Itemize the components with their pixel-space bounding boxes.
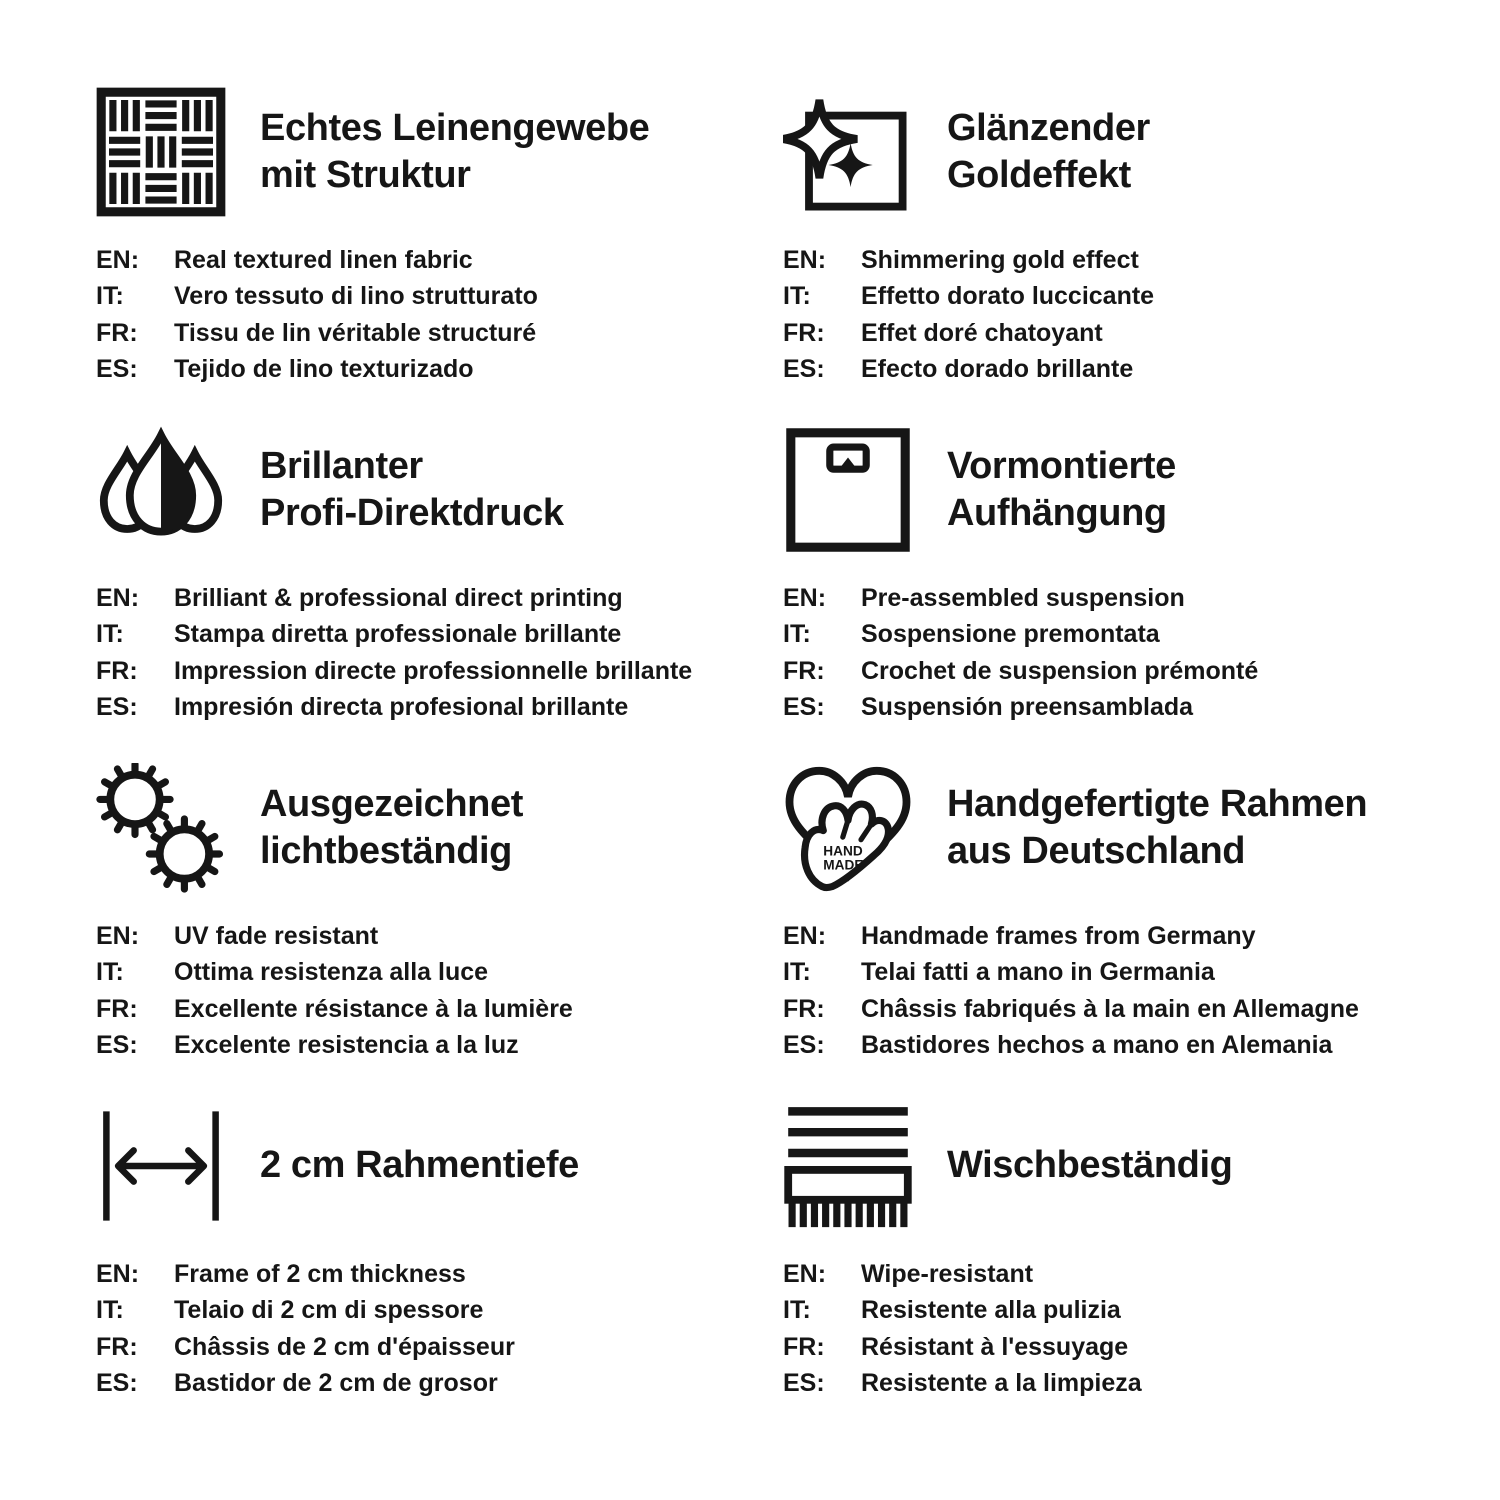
translation-text: Pre-assembled suspension bbox=[861, 584, 1185, 612]
translation-list bbox=[783, 1259, 1422, 1399]
section-title: Brillanter Profi-Direktdruck bbox=[260, 444, 564, 534]
translation-row bbox=[783, 1332, 1422, 1363]
uv-gears-icon bbox=[96, 763, 226, 893]
language-label: FR: bbox=[783, 656, 825, 685]
feature-section-direct-printing bbox=[96, 424, 735, 762]
translation-row bbox=[783, 656, 1422, 687]
translation-text: Shimmering gold effect bbox=[861, 246, 1139, 274]
section-header bbox=[783, 1100, 1422, 1232]
translation-text: Ottima resistenza alla luce bbox=[174, 958, 489, 987]
language-label: EN: bbox=[96, 1260, 140, 1288]
translation-text: Tejido de lino texturizado bbox=[174, 354, 474, 383]
translation-row bbox=[783, 1368, 1422, 1399]
translation-list bbox=[783, 921, 1422, 1061]
translation-text: Frame of 2 cm thickness bbox=[174, 1260, 466, 1288]
translation-row bbox=[783, 994, 1422, 1025]
language-label: FR: bbox=[783, 994, 825, 1023]
language-label: EN: bbox=[96, 246, 140, 274]
language-label: IT: bbox=[96, 282, 124, 311]
language-label: ES: bbox=[96, 692, 138, 721]
translation-text: Effetto dorato luccicante bbox=[861, 282, 1155, 311]
language-label: FR: bbox=[96, 318, 138, 347]
translation-row bbox=[783, 245, 1422, 276]
translation-row bbox=[96, 583, 735, 614]
translation-row bbox=[96, 318, 735, 349]
section-title: Ausgezeichnet lichtbeständig bbox=[260, 782, 523, 872]
translation-row bbox=[783, 692, 1422, 723]
section-header bbox=[783, 762, 1422, 894]
language-label: IT: bbox=[783, 620, 811, 649]
translation-row bbox=[783, 583, 1422, 614]
language-label: IT: bbox=[783, 1296, 811, 1325]
translation-row bbox=[783, 1030, 1422, 1061]
translation-row bbox=[96, 692, 735, 723]
language-label: ES: bbox=[96, 1368, 138, 1397]
section-title: Glänzender Goldeffekt bbox=[947, 106, 1150, 196]
feature-section-wipe-resistant bbox=[783, 1100, 1422, 1438]
language-label: FR: bbox=[783, 318, 825, 347]
language-label: EN: bbox=[96, 584, 140, 612]
translation-text: UV fade resistant bbox=[174, 922, 379, 950]
section-header bbox=[96, 424, 735, 556]
translation-text: Telai fatti a mano in Germania bbox=[861, 958, 1215, 987]
language-label: EN: bbox=[96, 922, 140, 950]
translation-text: Efecto dorado brillante bbox=[861, 354, 1134, 383]
translation-list bbox=[96, 1259, 735, 1399]
language-label: FR: bbox=[96, 1332, 138, 1361]
section-title: Echtes Leinengewebe mit Struktur bbox=[260, 106, 650, 196]
section-header bbox=[96, 762, 735, 894]
language-label: IT: bbox=[96, 620, 124, 649]
translation-row bbox=[96, 245, 735, 276]
translation-text: Châssis fabriqués à la main en Allemagne bbox=[861, 994, 1359, 1023]
translation-row bbox=[96, 354, 735, 385]
translation-row bbox=[96, 619, 735, 650]
translation-list bbox=[96, 245, 735, 385]
translation-row bbox=[96, 921, 735, 952]
feature-section-lightfast bbox=[96, 762, 735, 1100]
language-label: FR: bbox=[96, 656, 138, 685]
translation-text: Real textured linen fabric bbox=[174, 246, 473, 274]
language-label: EN: bbox=[783, 922, 827, 950]
language-label: ES: bbox=[783, 692, 825, 721]
language-label: ES: bbox=[96, 1030, 138, 1059]
translation-text: Sospensione premontata bbox=[861, 620, 1160, 649]
translation-text: Telaio di 2 cm di spessore bbox=[174, 1296, 484, 1325]
translation-row bbox=[783, 281, 1422, 312]
translation-text: Bastidores hechos a mano en Alemania bbox=[861, 1030, 1333, 1059]
translation-row bbox=[783, 921, 1422, 952]
translation-text: Bastidor de 2 cm de grosor bbox=[174, 1368, 498, 1397]
translation-row bbox=[96, 656, 735, 687]
section-title: Handgefertigte Rahmen aus Deutschland bbox=[947, 782, 1368, 872]
translation-list bbox=[96, 921, 735, 1061]
section-title: Vormontierte Aufhängung bbox=[947, 444, 1176, 534]
translation-row bbox=[783, 957, 1422, 988]
translation-text: Suspensión preensamblada bbox=[861, 692, 1194, 721]
translation-row bbox=[96, 1332, 735, 1363]
translation-text: Vero tessuto di lino strutturato bbox=[174, 282, 538, 311]
translation-text: Tissu de lin véritable structuré bbox=[174, 318, 537, 347]
language-label: IT: bbox=[783, 958, 811, 987]
frame-depth-icon bbox=[96, 1101, 226, 1231]
language-label: ES: bbox=[783, 1368, 825, 1397]
ink-drops-icon bbox=[96, 425, 226, 555]
translation-text: Wipe-resistant bbox=[861, 1260, 1034, 1288]
language-label: ES: bbox=[783, 354, 825, 383]
section-header bbox=[96, 1100, 735, 1232]
translation-text: Impression directe professionnelle brillante bbox=[174, 656, 693, 685]
handmade-heart-icon bbox=[783, 763, 913, 893]
wipe-brush-icon bbox=[783, 1101, 913, 1231]
translation-row bbox=[783, 619, 1422, 650]
translation-list bbox=[783, 245, 1422, 385]
translation-row bbox=[783, 1259, 1422, 1290]
language-label: EN: bbox=[783, 1260, 827, 1288]
translation-text: Stampa diretta professionale brillante bbox=[174, 620, 622, 649]
section-title: Wischbeständig bbox=[947, 1144, 1233, 1187]
language-label: IT: bbox=[96, 958, 124, 987]
language-label: IT: bbox=[96, 1296, 124, 1325]
translation-row bbox=[783, 318, 1422, 349]
canvas-hanger-icon bbox=[783, 425, 913, 555]
translation-text: Crochet de suspension prémonté bbox=[861, 656, 1259, 685]
translation-text: Brilliant & professional direct printing bbox=[174, 584, 623, 612]
language-label: IT: bbox=[783, 282, 811, 311]
feature-section-linen bbox=[96, 86, 735, 424]
section-header bbox=[96, 86, 735, 218]
translation-list bbox=[96, 583, 735, 723]
feature-section-suspension bbox=[783, 424, 1422, 762]
translation-row bbox=[96, 1030, 735, 1061]
translation-text: Resistente a la limpieza bbox=[861, 1368, 1142, 1397]
translation-row bbox=[96, 281, 735, 312]
translation-row bbox=[96, 957, 735, 988]
language-label: FR: bbox=[783, 1332, 825, 1361]
translation-row bbox=[96, 1295, 735, 1326]
language-label: EN: bbox=[783, 584, 827, 612]
translation-row bbox=[783, 1295, 1422, 1326]
translation-list bbox=[783, 583, 1422, 723]
language-label: EN: bbox=[783, 246, 827, 274]
translation-row bbox=[96, 994, 735, 1025]
translation-text: Résistant à l'essuyage bbox=[861, 1332, 1129, 1361]
section-title: 2 cm Rahmentiefe bbox=[260, 1144, 579, 1187]
section-header bbox=[783, 424, 1422, 556]
svg-text:HANDMADE: HAND MADE bbox=[823, 843, 864, 873]
translation-text: Handmade frames from Germany bbox=[861, 922, 1256, 950]
language-label: ES: bbox=[783, 1030, 825, 1059]
language-label: ES: bbox=[96, 354, 138, 383]
translation-text: Effet doré chatoyant bbox=[861, 318, 1103, 347]
translation-row bbox=[96, 1259, 735, 1290]
translation-row bbox=[783, 354, 1422, 385]
feature-section-frame-depth bbox=[96, 1100, 735, 1438]
translation-text: Excellente résistance à la lumière bbox=[174, 994, 573, 1023]
feature-section-handmade bbox=[783, 762, 1422, 1100]
translation-text: Resistente alla pulizia bbox=[861, 1296, 1121, 1325]
translation-text: Châssis de 2 cm d'épaisseur bbox=[174, 1332, 515, 1361]
section-header bbox=[783, 86, 1422, 218]
language-label: FR: bbox=[96, 994, 138, 1023]
feature-section-gold-effect bbox=[783, 86, 1422, 424]
translation-text: Excelente resistencia a la luz bbox=[174, 1030, 519, 1059]
translation-row bbox=[96, 1368, 735, 1399]
translation-text: Impresión directa profesional brillante bbox=[174, 692, 629, 721]
gold-sparkle-icon bbox=[783, 87, 913, 217]
linen-weave-icon bbox=[96, 87, 226, 217]
